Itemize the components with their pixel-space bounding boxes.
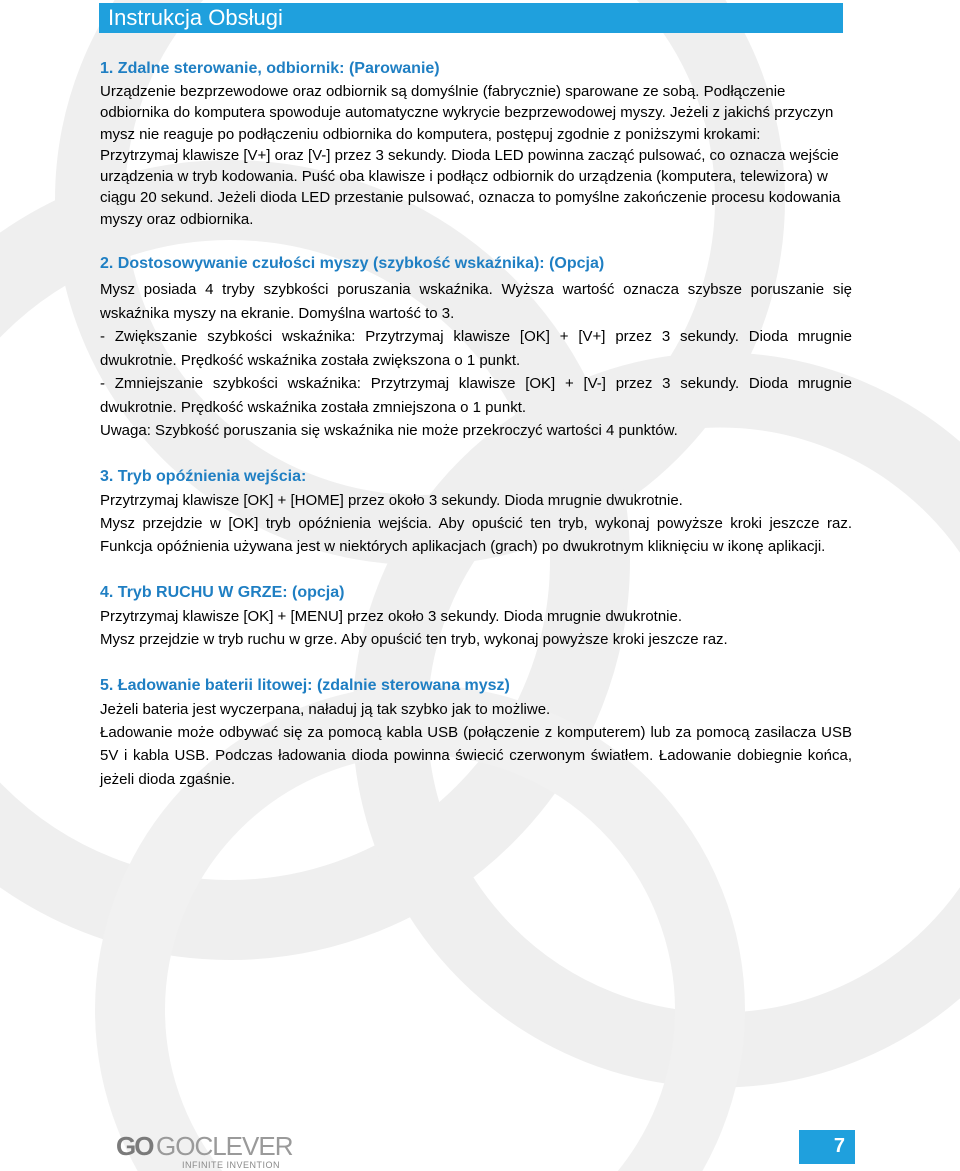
logo-text: GOCLEVER [156,1131,293,1161]
paragraph: - Zmniejszanie szybkości wskaźnika: Przytrzymaj klawisze [OK] + [V-] przez 3 sekundy. Dioda mrugnie dwukrotnie. Prędkość wskaźnika została zmniejszona o 1 punkt. [100,375,852,416]
page-number: 7 [833,1135,845,1157]
section-heading [100,581,852,605]
svg-text:GO: GO [116,1131,153,1161]
section-title: Tryb RUCHU W GRZE: (opcja) [117,583,345,601]
page-footer [0,1125,960,1171]
section-number: 1. [100,60,114,77]
section-number: 5. [100,676,114,694]
section-title: Zdalne sterowanie, odbiornik: (Parowanie) [117,60,440,77]
section-input-delay [100,465,852,559]
paragraph: Jeżeli bateria jest wyczerpana, naładuj ją tak szybko jak to możliwe. [100,700,551,718]
section-number: 3. [100,467,114,485]
page-title: Instrukcja Obsługi [108,5,283,30]
paragraph: Przytrzymaj klawisze [V+] oraz [V-] przez 3 sekundy. Dioda LED powinna zacząć pulsować, co oznacza wejście urządzenia w tryb kodowania. Puść oba klawisze i podłącz odbiornik do urządzenia (komputera, telewizora) w ciągu 20 sekund. Jeżeli dioda LED przestanie pulsować, oznacza to pomyślne zakończenie procesu kodowania myszy oraz odbiornika. [100,146,841,228]
section-heading [100,58,852,80]
section-title: Dostosowywanie czułości myszy (szybkość wskaźnika): (Opcja) [117,255,605,273]
page-number-badge [799,1130,855,1164]
section-game-mode [100,581,852,652]
paragraph: Uwaga: Szybkość poruszania się wskaźnika nie może przekroczyć wartości 4 punktów. [100,422,678,440]
paragraph: Urządzenie bezprzewodowe oraz odbiornik są domyślnie (fabrycznie) sparowane ze sobą. Podłączenie odbiornika do komputera spowoduje automatyczne wykrycie bezprzewodowej myszy. Jeżeli z jakichś przyczyn mysz nie reaguje po podłączeniu odbiornika do komputera, postępuj zgodnie z poniższymi krokami: [100,83,834,143]
goclever-logo [116,1131,296,1171]
section-pairing [100,58,852,230]
paragraph: Przytrzymaj klawisze [OK] + [MENU] przez około 3 sekundy. Dioda mrugnie dwukrotnie. [100,607,683,625]
section-battery-charging [100,674,852,792]
section-heading [100,674,852,698]
section-sensitivity [100,252,852,443]
header-bar [99,3,843,33]
section-title: Tryb opóźnienia wejścia: [117,467,307,485]
paragraph: Ładowanie może odbywać się za pomocą kabla USB (połączenie z komputerem) lub za pomocą zasilacza USB 5V i kabla USB. Podczas ładowania dioda powinna świecić czerwonym światłem. Ładowanie dobiegnie końca, jeżeli dioda zgaśnie. [100,724,852,788]
paragraph: - Zwiększanie szybkości wskaźnika: Przytrzymaj klawisze [OK] + [V+] przez 3 sekundy. Dioda mrugnie dwukrotnie. Prędkość wskaźnika została zwiększona o 1 punkt. [100,328,852,369]
paragraph: Mysz przejdzie w [OK] tryb opóźnienia wejścia. Aby opuścić ten tryb, wykonaj powyższe kroki jeszcze raz. Funkcja opóźnienia używana jest w niektórych aplikacjach (grach) po dwukrotnym kliknięciu w ikonę aplikacji. [100,514,852,556]
logo-tagline: INFINITE INVENTION [182,1160,281,1170]
section-title: Ładowanie baterii litowej: (zdalnie sterowana mysz) [117,676,510,694]
section-number: 4. [100,583,114,601]
paragraph: Przytrzymaj klawisze [OK] + [HOME] przez około 3 sekundy. Dioda mrugnie dwukrotnie. [100,491,683,509]
paragraph: Mysz posiada 4 tryby szybkości poruszania wskaźnika. Wyższa wartość oznacza szybsze poruszanie się wskaźnika myszy na ekranie. Domyślna wartość to 3. [100,281,852,322]
document-body [100,58,852,813]
section-number: 2. [100,255,114,273]
section-heading [100,465,852,489]
paragraph: Mysz przejdzie w tryb ruchu w grze. Aby opuścić ten tryb, wykonaj powyższe kroki jeszcze raz. [100,631,728,649]
section-heading [100,252,852,276]
